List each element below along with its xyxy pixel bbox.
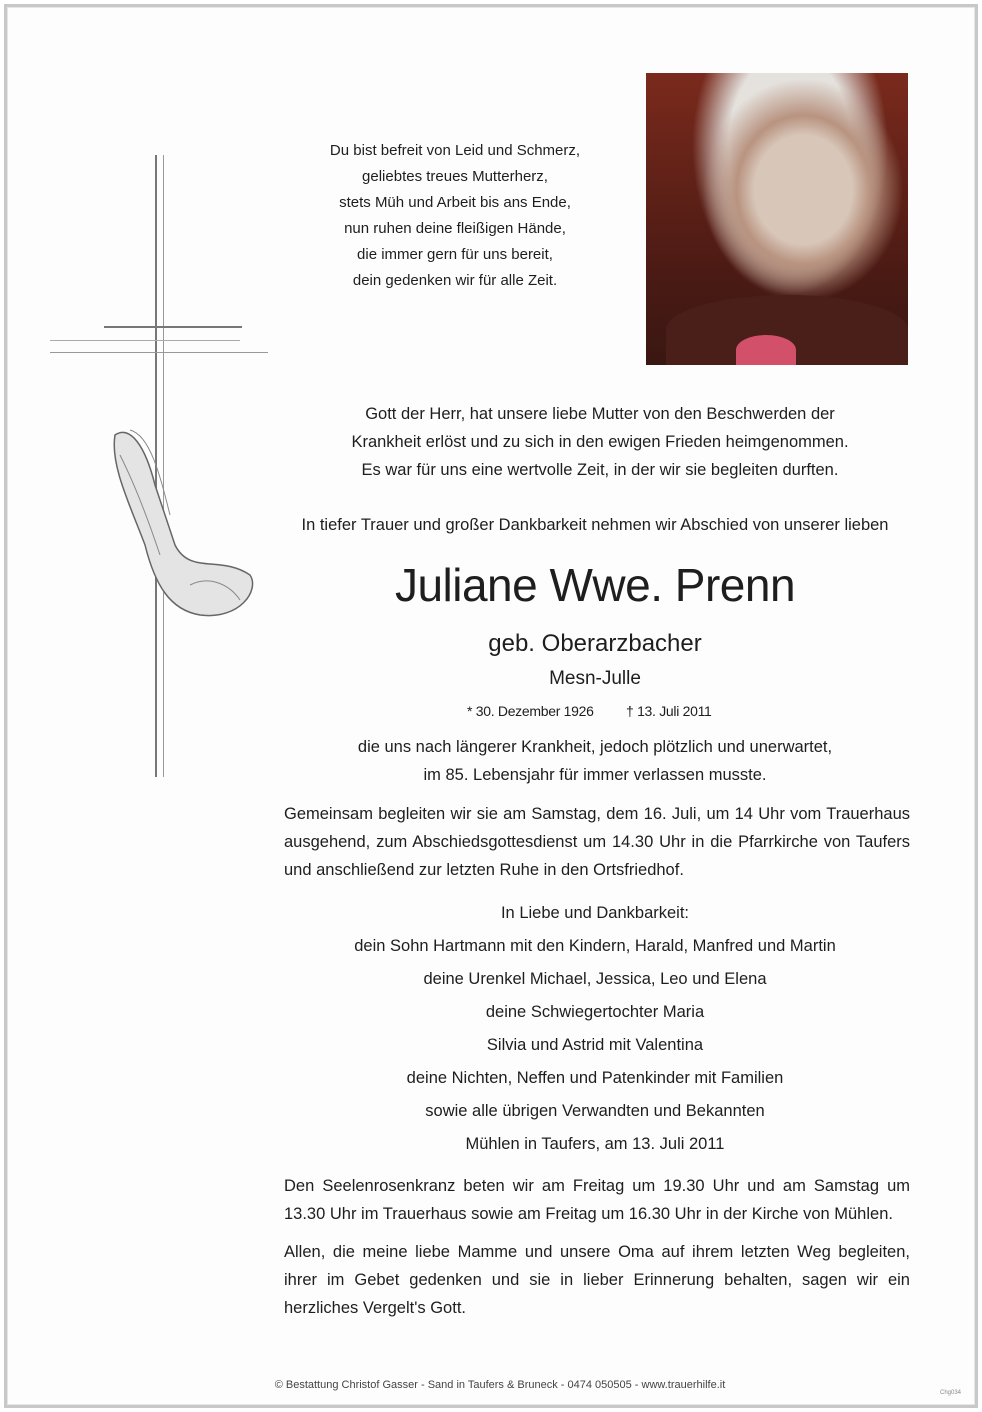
mourner-line: In Liebe und Dankbarkeit: xyxy=(500,904,690,922)
thanks-text: Allen, die meine liebe Mamme und unsere Oma auf ihrem letzten Weg begleiten, ihrer im Gebet gedenken und sie in lieber Erinnerung behalten, sagen wir ein herzliches Vergelt's Gott. xyxy=(284,1243,910,1317)
mourner-line: sowie alle übrigen Verwandten und Bekannten xyxy=(425,1102,765,1120)
birth-name: geb. Oberarzbacher xyxy=(488,630,702,657)
cross-line xyxy=(104,326,242,328)
nickname: Mesn-Julle xyxy=(549,668,641,689)
mourner-line: Silvia und Astrid mit Valentina xyxy=(486,1036,704,1054)
footer-credit: © Bestattung Christof Gasser - Sand in Taufers & Bruneck - 0474 050505 - www.trauerhilfe.it xyxy=(274,1379,726,1391)
cross-line xyxy=(50,352,268,353)
death-note xyxy=(280,733,910,789)
mourner-line: deine Urenkel Michael, Jessica, Leo und Elena xyxy=(423,970,767,988)
intro-line: Krankheit erlöst und zu sich in den ewigen Frieden heimgenommen. xyxy=(351,433,849,451)
deceased-name: Juliane Wwe. Prenn xyxy=(394,559,796,611)
farewell-text: In tiefer Trauer und großer Dankbarkeit nehmen wir Abschied von unserer lieben xyxy=(301,516,889,534)
mourner-line: dein Sohn Hartmann mit den Kindern, Harald, Manfred und Martin xyxy=(354,937,836,955)
mourners-list xyxy=(280,897,910,1161)
place-date: Mühlen in Taufers, am 13. Juli 2011 xyxy=(465,1135,725,1153)
praying-hands-icon xyxy=(100,425,260,625)
death-note-line: im 85. Lebensjahr für immer verlassen musste. xyxy=(423,766,767,784)
mourner-line: deine Schwiegertochter Maria xyxy=(485,1003,705,1021)
cross-line xyxy=(50,340,240,341)
poem-line: nun ruhen deine fleißigen Hände, xyxy=(344,220,566,237)
intro-text xyxy=(300,400,900,484)
intro-line: Gott der Herr, hat unsere liebe Mutter von den Beschwerden der xyxy=(365,405,835,423)
intro-line: Es war für uns eine wertvolle Zeit, in der wir sie begleiten durften. xyxy=(361,461,839,479)
poem-line: Du bist befreit von Leid und Schmerz, xyxy=(329,142,581,159)
template-code: Chg034 xyxy=(940,1390,962,1396)
portrait-photo xyxy=(646,73,908,365)
poem-line: stets Müh und Arbeit bis ans Ende, xyxy=(339,194,571,211)
poem-line: geliebtes treues Mutterherz, xyxy=(362,168,548,185)
mourner-line: deine Nichten, Neffen und Patenkinder mit Familien xyxy=(406,1069,784,1087)
death-note-line: die uns nach längerer Krankheit, jedoch plötzlich und unerwartet, xyxy=(357,738,833,756)
birth-date: * 30. Dezember 1926 xyxy=(467,703,594,719)
rosary-info: Den Seelenrosenkranz beten wir am Freitag um 19.30 Uhr und am Samstag um 13.30 Uhr im Trauerhaus sowie am Freitag um 16.30 Uhr in der Kirche von Mühlen. xyxy=(284,1177,910,1223)
poem-line: dein gedenken wir für alle Zeit. xyxy=(352,272,558,289)
death-date: † 13. Juli 2011 xyxy=(626,703,712,719)
poem-line: die immer gern für uns bereit, xyxy=(357,246,553,263)
funeral-info: Gemeinsam begleiten wir sie am Samstag, dem 16. Juli, um 14 Uhr vom Trauerhaus ausgehend, zum Abschiedsgottesdienst um 14.30 Uhr in die Pfarrkirche von Taufers und anschließend zur letzten Ruhe in den Ortsfriedhof. xyxy=(284,805,910,879)
poem xyxy=(280,138,630,294)
